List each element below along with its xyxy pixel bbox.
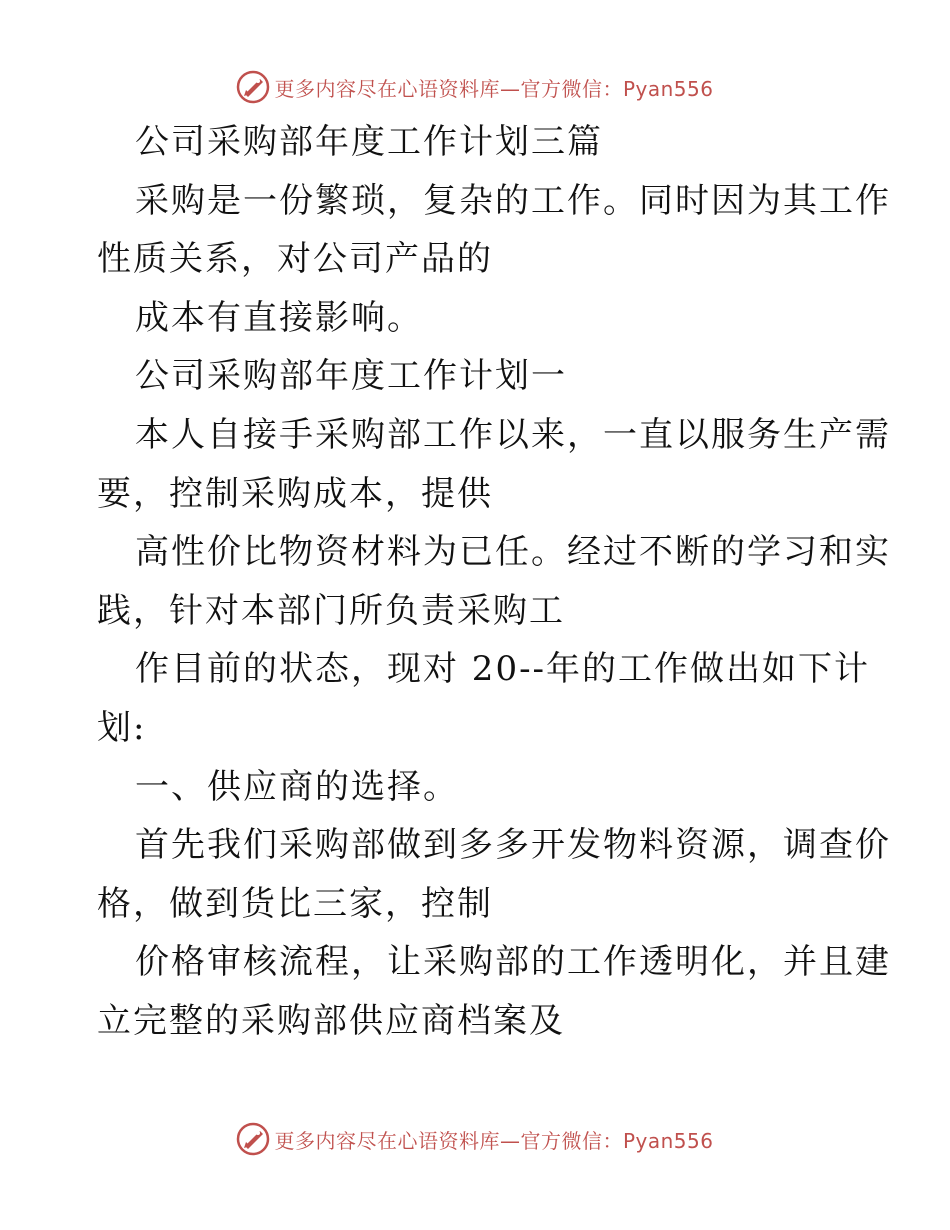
- logo-icon: [236, 1122, 270, 1156]
- watermark-text: 更多内容尽在心语资料库—官方微信：Pyan556: [274, 1128, 714, 1153]
- footer-watermark: [0, 1122, 950, 1156]
- text-line: 格，做到货比三家，控制: [97, 883, 493, 924]
- text-line: 一、供应商的选择。: [135, 766, 459, 807]
- header-watermark: [0, 70, 950, 104]
- text-line: 公司采购部年度工作计划一: [135, 356, 567, 397]
- text-line: 价格审核流程，让采购部的工作透明化，并且建: [135, 942, 891, 983]
- text-line: 公司采购部年度工作计划三篇: [135, 122, 603, 162]
- logo-icon: [236, 70, 270, 104]
- text-line: 成本有直接影响。: [135, 297, 423, 338]
- text-line: 采购是一份繁琐，复杂的工作。同时因为其工作: [135, 180, 891, 221]
- text-line: 作目前的状态，现对 20--年的工作做出如下计: [135, 649, 871, 690]
- text-line: 性质关系，对公司产品的: [97, 239, 493, 280]
- text-line: 划:: [97, 708, 147, 748]
- text-line: 本人自接手采购部工作以来，一直以服务生产需: [135, 415, 891, 455]
- text-line: 高性价比物资材料为已任。经过不断的学习和实: [135, 532, 891, 573]
- watermark-text: 更多内容尽在心语资料库—官方微信：Pyan556: [274, 76, 714, 101]
- text-line: 要，控制采购成本，提供: [97, 473, 493, 514]
- text-line: 践，针对本部门所负责采购工: [97, 590, 565, 631]
- text-line: 首先我们采购部做到多多开发物料资源，调查价: [135, 825, 891, 866]
- text-line: 立完整的采购部供应商档案及: [97, 1001, 565, 1041]
